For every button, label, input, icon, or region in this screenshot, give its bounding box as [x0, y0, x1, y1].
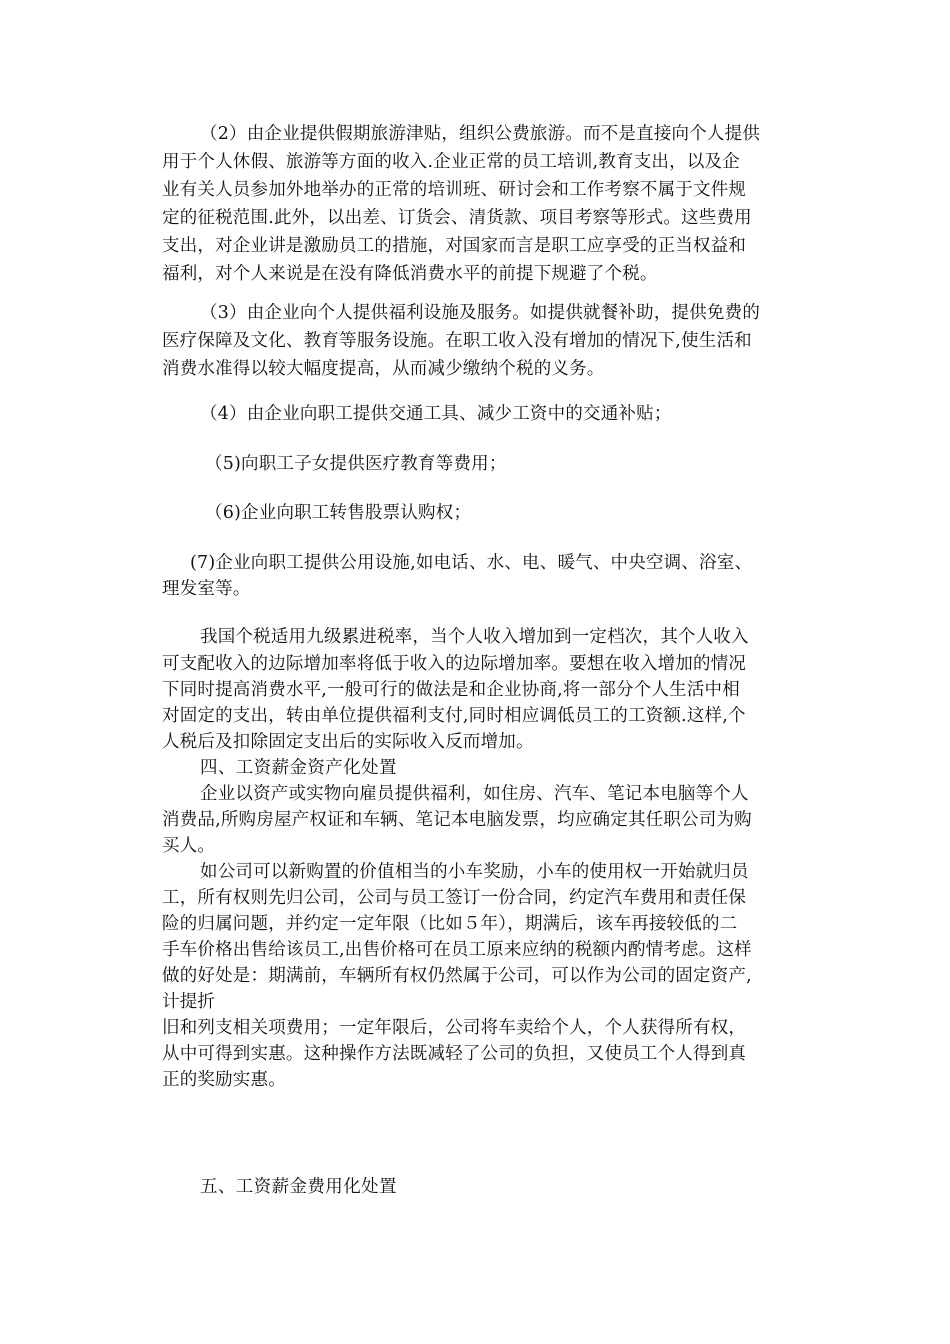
paragraph-3-line-3: 消费水准得以较大幅度提高，从而减少缴纳个税的义务。: [162, 359, 605, 379]
list-item-5: （5)向职工子女提供医疗教育等费用；: [205, 454, 507, 474]
paragraph-car-line-4: 手车价格出售给该员工,出售价格可在员工原来应纳的税额内酌情考虑。这样: [162, 940, 752, 960]
paragraph-3-line-1: （3）由企业向个人提供福利设施及服务。如提供就餐补助，提供免费的: [200, 303, 761, 323]
paragraph-tax-line-3: 下同时提高消费水平,一般可行的做法是和企业协商,将一部分个人生活中相: [162, 680, 740, 700]
paragraph-asset-line-3: 买人。: [162, 836, 216, 856]
list-item-7-line-2: 理发室等。: [162, 579, 251, 599]
list-item-7-line-1: (7)企业向职工提供公用设施,如电话、水、电、暖气、中央空调、浴室、: [190, 553, 753, 573]
paragraph-asset-line-1: 企业以资产或实物向雇员提供福利，如住房、汽车、笔记本电脑等个人: [200, 784, 749, 804]
section-5-title: 五、工资薪金费用化处置: [200, 1177, 397, 1197]
paragraph-car-line-8: 从中可得到实惠。这种操作方法既减轻了公司的负担，又使员工个人得到真: [162, 1044, 747, 1064]
paragraph-tax-line-1: 我国个税适用九级累进税率，当个人收入增加到一定档次，其个人收入: [200, 627, 749, 647]
paragraph-2-line-3: 业有关人员参加外地举办的正常的培训班、研讨会和工作考察不属于文件规: [162, 180, 747, 200]
paragraph-car-line-5: 做的好处是：期满前，车辆所有权仍然属于公司，可以作为公司的固定资产,: [162, 966, 752, 986]
paragraph-tax-line-2: 可支配收入的边际增加率将低于收入的边际增加率。要想在收入增加的情况: [162, 654, 747, 674]
paragraph-2-line-5: 支出，对企业讲是激励员工的措施，对国家而言是职工应享受的正当权益和: [162, 236, 747, 256]
paragraph-car-line-9: 正的奖励实惠。: [162, 1070, 286, 1090]
list-item-6: （6)企业向职工转售股票认购权；: [205, 503, 472, 523]
paragraph-tax-line-4: 对固定的支出，转由单位提供福利支付,同时相应调低员工的工资额.这样,个: [162, 706, 746, 726]
list-item-4: （4）由企业向职工提供交通工具、减少工资中的交通补贴；: [200, 404, 672, 424]
paragraph-car-line-3: 险的归属问题，并约定一定年限（比如５年），期满后，该车再接较低的二: [162, 914, 738, 934]
paragraph-2-line-1: （2）由企业提供假期旅游津贴，组织公费旅游。而不是直接向个人提供: [200, 124, 761, 144]
section-4-title: 四、工资薪金资产化处置: [200, 758, 397, 778]
paragraph-2-line-6: 福利，对个人来说是在没有降低消费水平的前提下规避了个税。: [162, 264, 658, 284]
paragraph-car-line-1: 如公司可以新购置的价值相当的小车奖励，小车的使用权一开始就归员: [200, 862, 749, 882]
paragraph-2-line-4: 定的征税范围.此外，以出差、订货会、清货款、项目考察等形式。这些费用: [162, 208, 752, 228]
paragraph-car-line-7: 旧和列支相关项费用；一定年限后，公司将车卖给个人，个人获得所有权，: [162, 1018, 747, 1038]
paragraph-asset-line-2: 消费品,所购房屋产权证和车辆、笔记本电脑发票，均应确定其任职公司为购: [162, 810, 752, 830]
paragraph-2-line-2: 用于个人休假、旅游等方面的收入.企业正常的员工培训,教育支出，以及企: [162, 152, 740, 172]
paragraph-car-line-2: 工，所有权则先归公司，公司与员工签订一份合同，约定汽车费用和责任保: [162, 888, 747, 908]
paragraph-3-line-2: 医疗保障及文化、教育等服务设施。在职工收入没有增加的情况下,使生活和: [162, 331, 752, 351]
paragraph-car-line-6: 计提折: [162, 992, 216, 1012]
paragraph-tax-line-5: 人税后及扣除固定支出后的实际收入反而增加。: [162, 732, 534, 752]
